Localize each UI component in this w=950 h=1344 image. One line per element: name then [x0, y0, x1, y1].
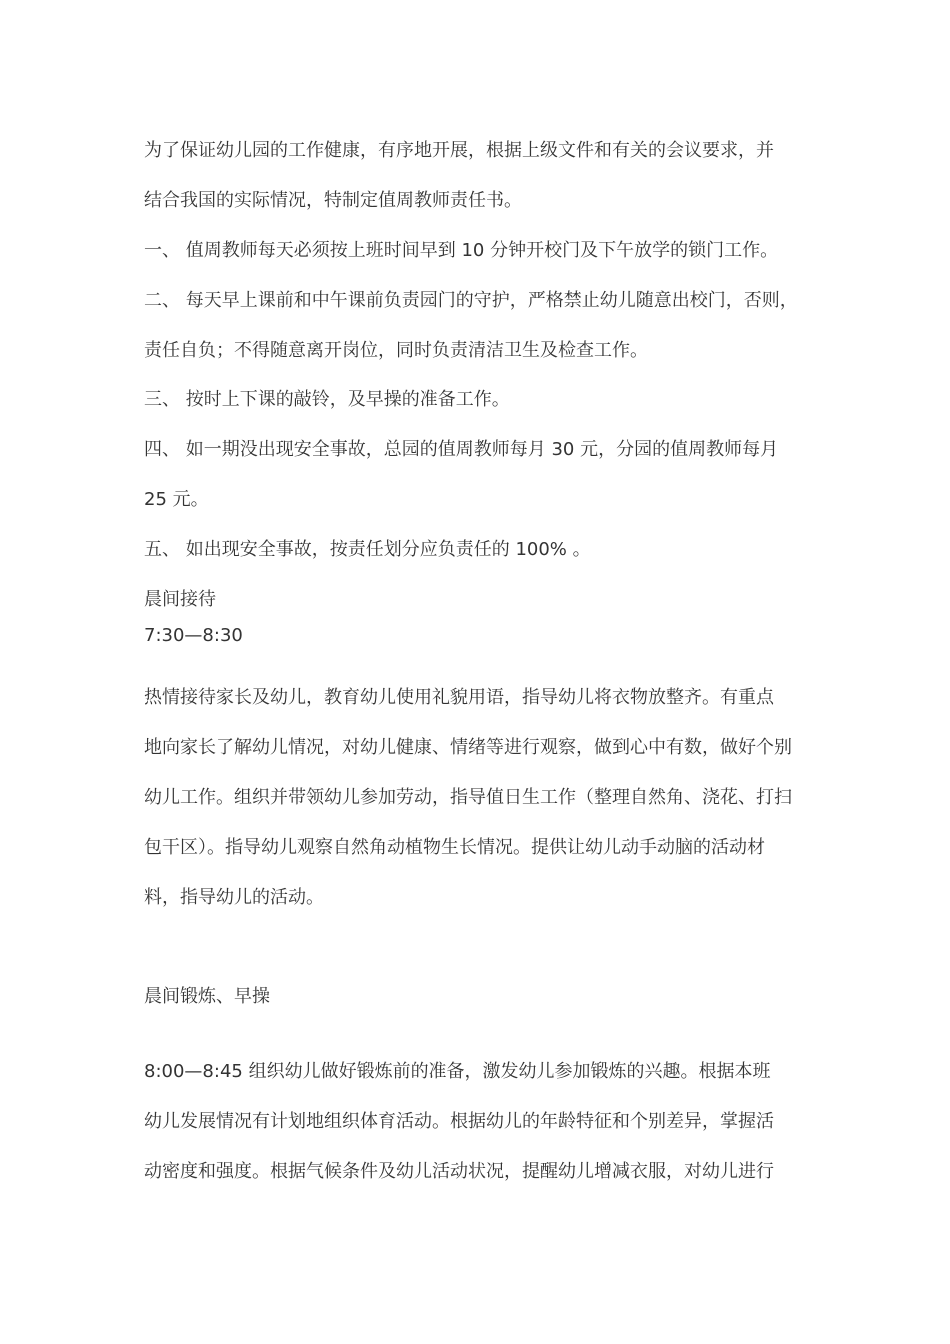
reception-title: 晨间接待	[144, 589, 216, 610]
rule-2-line-1: 二、 每天早上课前和中午课前负责园门的守护，严格禁止幼儿随意出校门，否则，	[144, 290, 798, 311]
rule-4-line-1: 四、 如一期没出现安全事故，总园的值周教师每月 30 元，分园的值周教师每月	[144, 439, 779, 460]
exercise-line-2: 幼儿发展情况有计划地组织体育活动。根据幼儿的年龄特征和个别差异，掌握活	[144, 1111, 774, 1132]
rule-1: 一、 值周教师每天必须按上班时间早到 10 分钟开校门及下午放学的锁门工作。	[144, 240, 779, 261]
intro-line-1: 为了保证幼儿园的工作健康，有序地开展，根据上级文件和有关的会议要求，并	[144, 140, 774, 161]
reception-time: 7:30—8:30	[144, 625, 243, 646]
exercise-line-1: 8:00—8:45 组织幼儿做好锻炼前的准备，激发幼儿参加锻炼的兴趣。根据本班	[144, 1061, 771, 1082]
rule-3: 三、 按时上下课的敲铃，及早操的准备工作。	[144, 389, 510, 410]
rule-2-line-2: 责任自负；不得随意离开岗位，同时负责清洁卫生及检查工作。	[144, 340, 648, 361]
exercise-line-3: 动密度和强度。根据气候条件及幼儿活动状况，提醒幼儿增减衣服，对幼儿进行	[144, 1161, 774, 1182]
reception-line-3: 幼儿工作。组织并带领幼儿参加劳动，指导值日生工作（整理自然角、浇花、打扫	[144, 787, 792, 808]
reception-line-2: 地向家长了解幼儿情况，对幼儿健康、情绪等进行观察，做到心中有数，做好个别	[144, 737, 792, 758]
reception-line-5: 料，指导幼儿的活动。	[144, 887, 324, 908]
reception-line-4: 包干区）。指导幼儿观察自然角动植物生长情况。提供让幼儿动手动脑的活动材	[144, 837, 765, 858]
intro-line-2: 结合我国的实际情况，特制定值周教师责任书。	[144, 190, 522, 211]
exercise-title: 晨间锻炼、早操	[144, 986, 270, 1007]
rule-5: 五、 如出现安全事故，按责任划分应负责任的 100% 。	[144, 539, 591, 560]
reception-line-1: 热情接待家长及幼儿，教育幼儿使用礼貌用语，指导幼儿将衣物放整齐。有重点	[144, 687, 774, 708]
rule-4-line-2: 25 元。	[144, 489, 209, 510]
